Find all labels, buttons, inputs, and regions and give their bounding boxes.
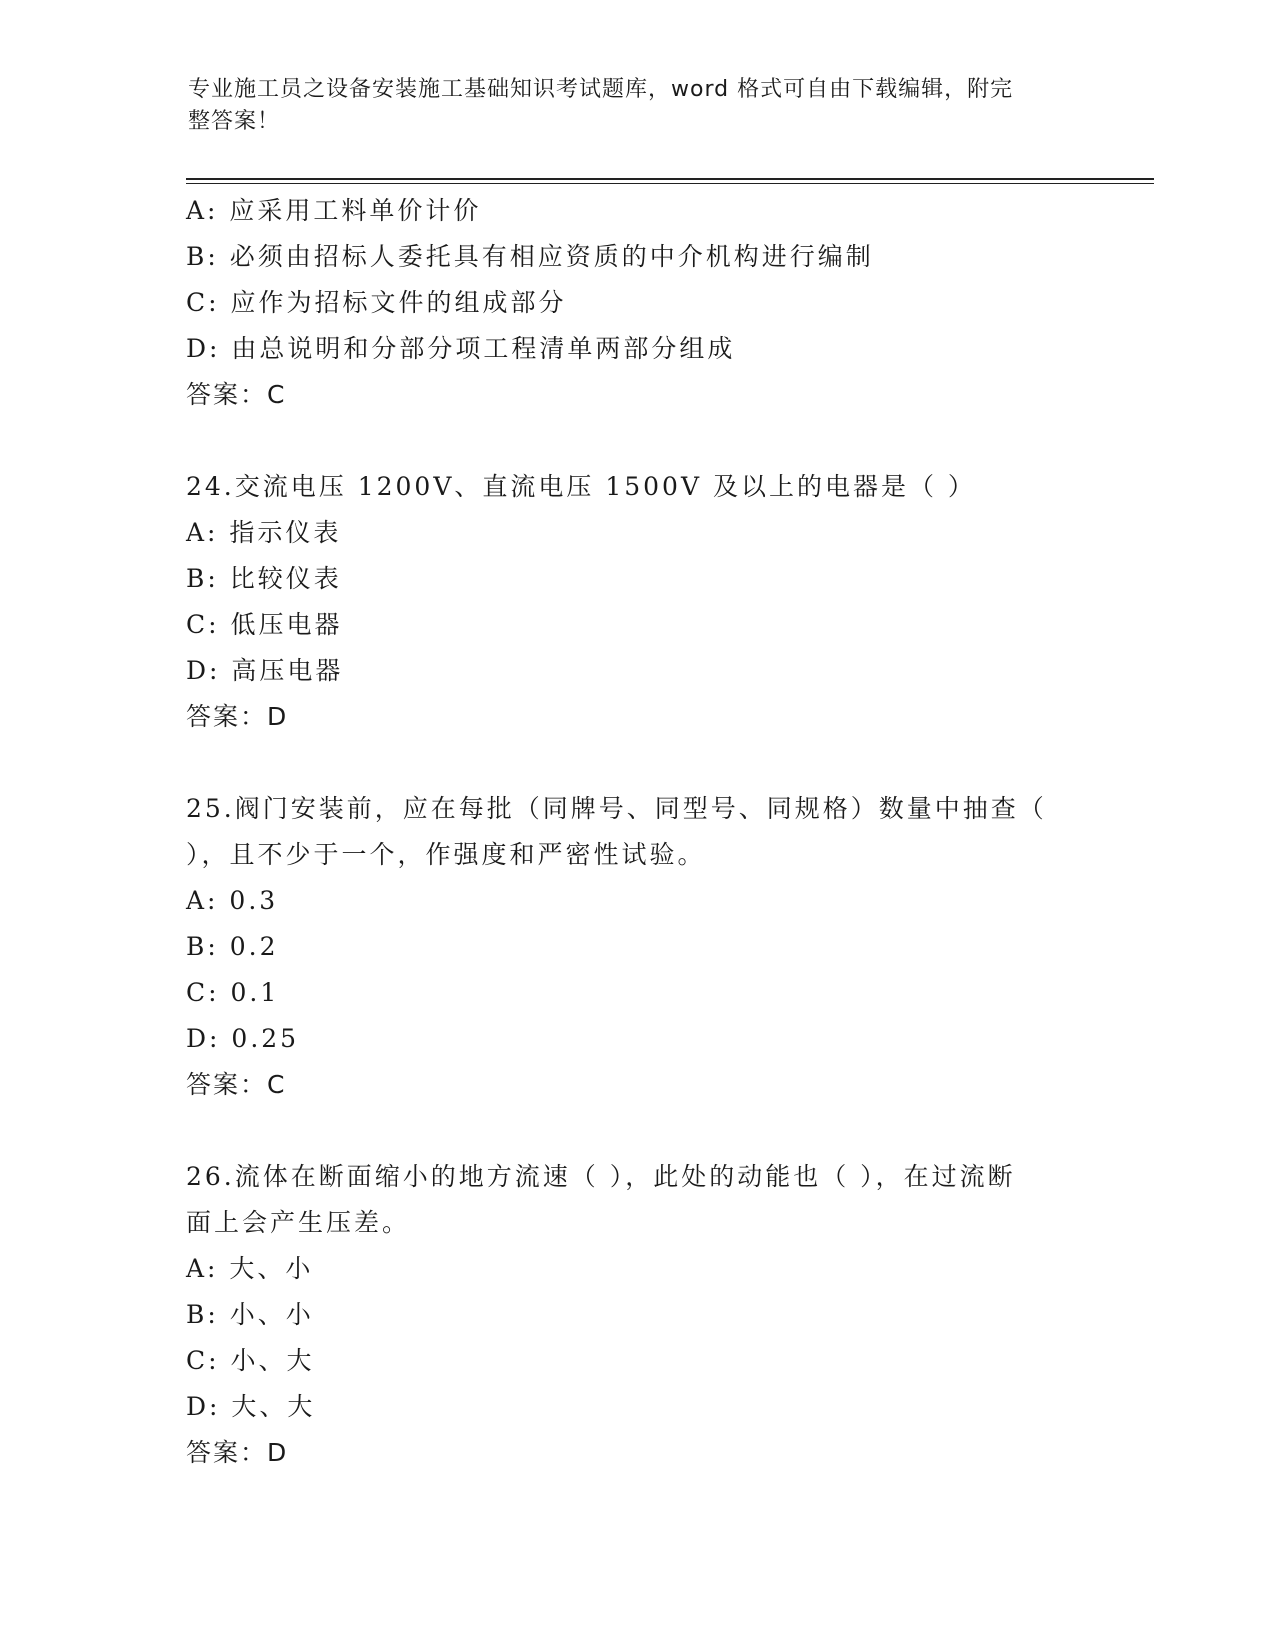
answer: 答案：D [186, 1438, 289, 1467]
header-rule-thick [186, 178, 1154, 180]
question-block-23 [186, 188, 1086, 418]
option-b: B: 比较仪表 [186, 564, 342, 593]
header-rule-thin [186, 183, 1154, 184]
question-text-line-1: 26.流体在断面缩小的地方流速（ ），此处的动能也（ ），在过流断 [186, 1162, 1016, 1191]
option-a: A: 应采用工料单价计价 [186, 196, 482, 225]
question-list [186, 188, 1086, 1476]
option-c: C: 小、大 [186, 1346, 315, 1375]
option-d: D: 大、大 [186, 1392, 316, 1421]
option-a: A: 指示仪表 [186, 518, 342, 547]
option-b: B: 小、小 [186, 1300, 314, 1329]
header-line-1: 专业施工员之设备安装施工基础知识考试题库，word 格式可自由下载编辑，附完 [188, 77, 1014, 102]
header-line-2: 整答案！ [188, 109, 281, 134]
option-c: C: 低压电器 [186, 610, 343, 639]
answer: 答案：C [186, 1070, 287, 1099]
option-b: B: 0.2 [186, 932, 279, 961]
answer: 答案：C [186, 380, 287, 409]
question-block-24 [186, 464, 1086, 740]
option-c: C: 应作为招标文件的组成部分 [186, 288, 567, 317]
question-text: 24.交流电压 1200V、直流电压 1500V 及以上的电器是（ ） [186, 472, 976, 501]
question-text-line-1: 25.阀门安装前，应在每批（同牌号、同型号、同规格）数量中抽查（ [186, 794, 1047, 823]
option-a: A: 大、小 [186, 1254, 314, 1283]
question-text-line-2: 面上会产生压差。 [186, 1208, 411, 1237]
option-d: D: 0.25 [186, 1024, 300, 1053]
option-d: D: 高压电器 [186, 656, 344, 685]
option-a: A: 0.3 [186, 886, 279, 915]
document-header [188, 74, 1088, 138]
question-block-26 [186, 1154, 1086, 1476]
option-d: D: 由总说明和分部分项工程清单两部分组成 [186, 334, 736, 363]
option-c: C: 0.1 [186, 978, 280, 1007]
spacer [186, 1108, 1086, 1154]
option-b: B: 必须由招标人委托具有相应资质的中介机构进行编制 [186, 242, 874, 271]
question-block-25 [186, 786, 1086, 1108]
question-text-line-2: ），且不少于一个，作强度和严密性试验。 [186, 840, 706, 869]
answer: 答案：D [186, 702, 289, 731]
spacer [186, 418, 1086, 464]
spacer [186, 740, 1086, 786]
